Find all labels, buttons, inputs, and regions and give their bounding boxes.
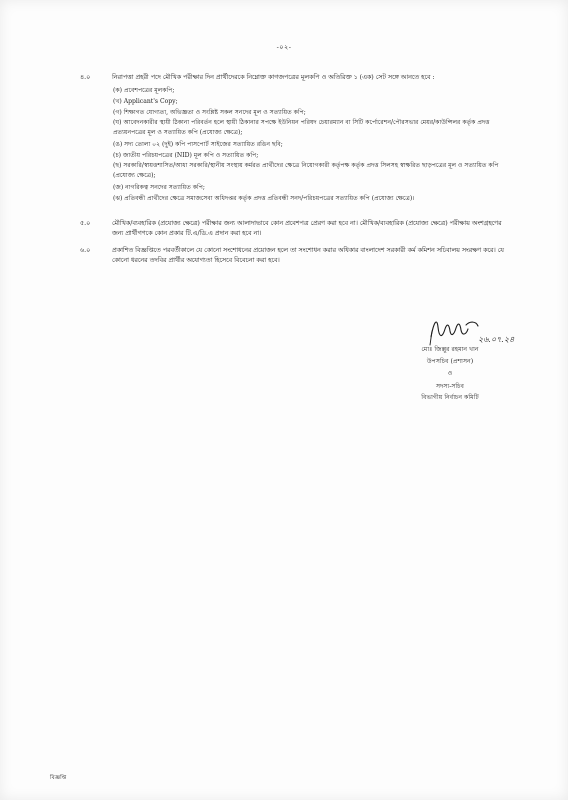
section-6-number: ৬.০ bbox=[80, 247, 91, 254]
list-item: (ঘ) আবেদনকারীর স্থায়ী ঠিকানা পরিবর্তন হলে স্থায়ী ঠিকানার সপক্ষে ইউনিয়ন পরিষদ চেয়ারম্যান বা সিটি কর্পোরেশন/পৌরসভার মেয়র/কাউন্সিলর কর্তৃক প্রদত্ত প্রত্যয়নপত্রের মূল ও সত্যায়িত কপি (প্রযোজ্য ক্ষেত্রে); bbox=[113, 119, 490, 136]
section-6 bbox=[80, 246, 512, 266]
section-5-text: মৌখিক/ব্যবহারিক (প্রযোজ্য ক্ষেত্রে) পরীক্ষার জন্য আলাদাভাবে কোন প্রবেশপত্র প্রেরণ করা হবে না। মৌখিক/ব্যবহারিক (প্রযোজ্য ক্ষেত্রে) পরীক্ষায় অংশগ্রহণের জন্য প্রার্থীগণকে কোন প্রকার টি.এ/ডি.এ প্রদান করা হবে না। bbox=[112, 220, 502, 237]
list-item: (ক) প্রবেশপত্রের মূলকপি; bbox=[113, 87, 175, 94]
page-number: -০২- bbox=[276, 43, 292, 51]
section-5-number: ৫.০ bbox=[80, 220, 91, 227]
signature-block bbox=[390, 344, 510, 404]
signature-date: ২৬.০৭.২৪ bbox=[478, 335, 515, 344]
section-4-number: ৪.০ bbox=[80, 74, 91, 81]
signatory-conjunction: ও bbox=[447, 370, 453, 377]
list-item: (ঝ) প্রতিবন্ধী প্রার্থীদের ক্ষেত্রে সমাজসেবা অধিদপ্তর কর্তৃক প্রদত্ত প্রতিবন্ধী সনদ/পরিচয়পত্রের সত্যায়িত কপি (প্রযোজ্য ক্ষেত্রে)। bbox=[113, 195, 415, 202]
signatory-designation: উপসচিব (প্রশাসন) bbox=[426, 357, 474, 365]
section-4 bbox=[80, 72, 512, 83]
list-item: (ছ) সরকারি/স্বায়ত্তশাসিত/আধা সরকারি/স্থানীয় সংস্থায় কর্মরত প্রার্থীদের ক্ষেত্রে নিয়োগকারী কর্তৃপক্ষ কর্তৃক প্রদত্ত সিলসহ স্বাক্ষরিত ছাড়পত্রের মূল ও সত্যায়িত কপি (প্রযোজ্য ক্ষেত্রে); bbox=[113, 162, 499, 179]
section-4-text: নিরাপত্তা প্রহরী পদে মৌখিক পরীক্ষার দিন প্রার্থীদেরকে নিম্নোক্ত কাগজপত্রের মূলকপি ও অতিরিক্ত ১ (এক) সেট সঙ্গে আনতে হবে : bbox=[112, 74, 435, 81]
list-item: (ঙ) সদ্য তোলা ০২ (দুই) কপি পাসপোর্ট সাইজের সত্যায়িত রঙিন ছবি; bbox=[113, 141, 283, 148]
list-item: (গ) শিক্ষাগত যোগ্যতা, অভিজ্ঞতা ও সংশ্লিষ্ট সকল সনদের মূল ও সত্যায়িত কপি; bbox=[113, 109, 306, 116]
document-list bbox=[113, 85, 511, 204]
section-5 bbox=[80, 219, 512, 239]
list-item: (চ) জাতীয় পরিচয়পত্রের (NID) মূল কপি ও সত্যায়িত কপি; bbox=[113, 152, 259, 159]
list-item: (জ) নাগরিকত্ব সনদের সত্যায়িত কপি; bbox=[113, 184, 205, 191]
list-item: (খ) Applicant's Copy; bbox=[113, 98, 178, 105]
section-6-text: প্রকাশিত বিজ্ঞপ্তিতে পরবর্তীকালে যে কোনো সংশোধনের প্রয়োজন হলে তা সংশোধন করার অধিকার বাংলাদেশ সরকারী কর্ম কমিশন সচিবালয় সংরক্ষণ করে। যে কোনো ধরনের তদবির প্রার্থীর অযোগ্যতা হিসেবে বিবেচনা করা হবে। bbox=[112, 247, 504, 264]
footer-label: বিজ্ঞপ্তি bbox=[50, 775, 67, 781]
signatory-role: সদস্য-সচিব bbox=[436, 382, 464, 390]
signatory-name: মোঃ জিল্লুর রহমান খান bbox=[421, 346, 479, 353]
signatory-committee: বিভাগীয় নির্বাচন কমিটি bbox=[421, 394, 479, 401]
